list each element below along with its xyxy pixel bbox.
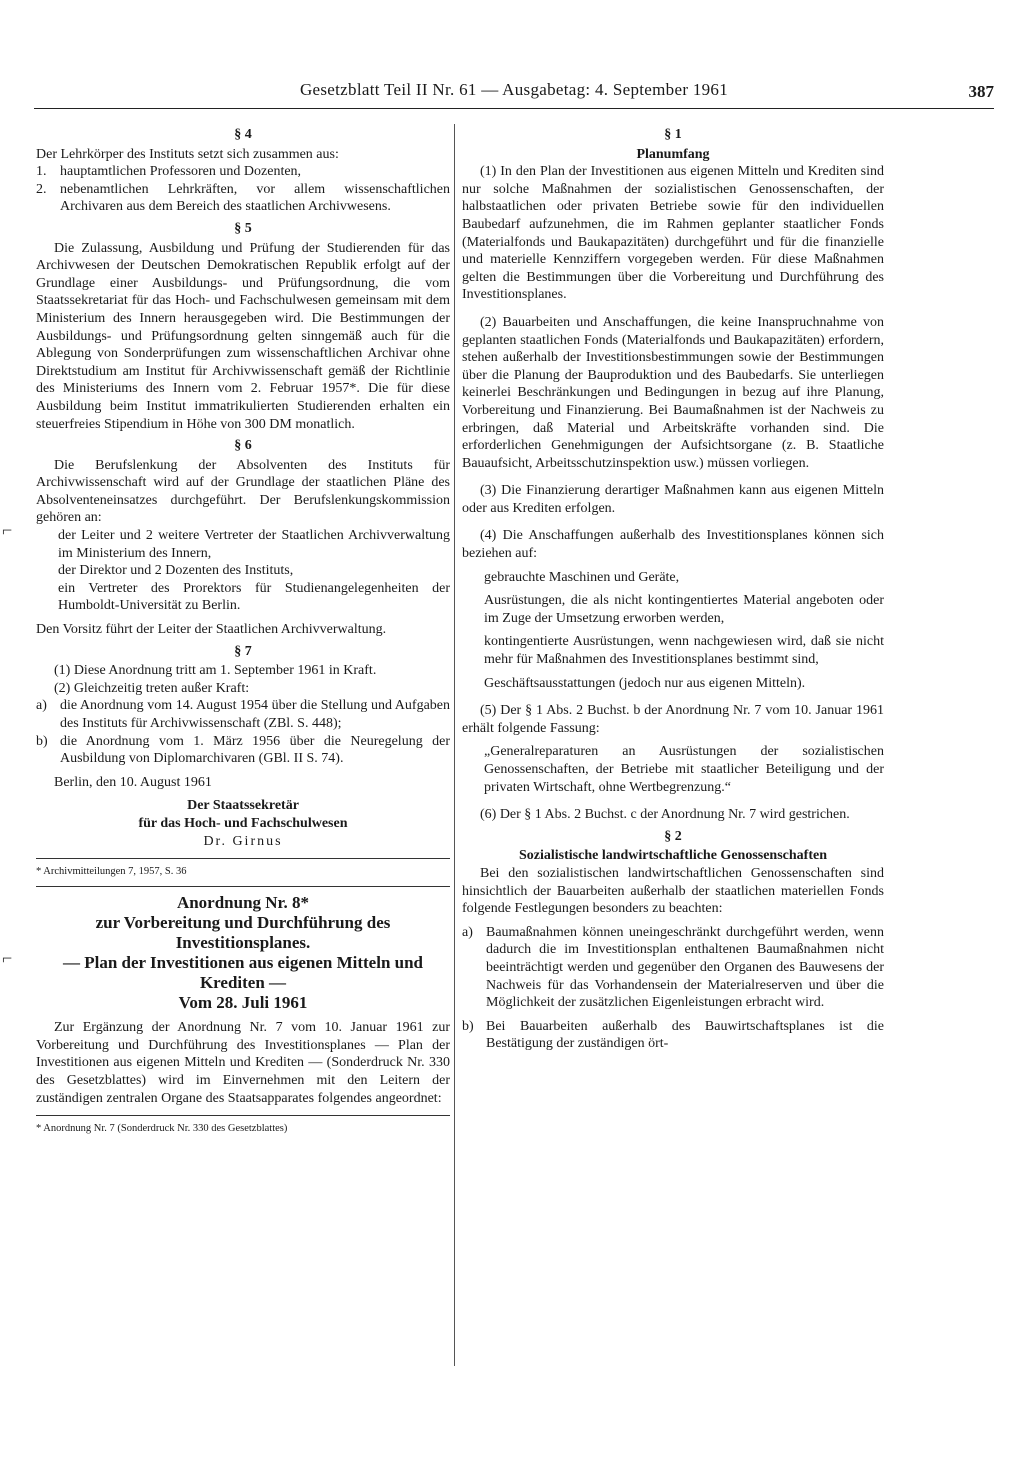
section-2-intro: Bei den sozialistischen landwirtschaftlichen Genossenschaften sind hinsichtlich der Bauarbeiten außerhalb der staatlichen materiellen Fonds folgende Festlegungen besonders zu beachten: — [462, 865, 884, 917]
item-number: a) — [36, 698, 47, 714]
commission-member: der Leiter und 2 weitere Vertreter der Staatlichen Archivverwaltung im Ministerium des Innern, — [58, 528, 450, 561]
footnote: * Archivmitteilungen 7, 1957, S. 36 — [36, 866, 187, 878]
item-text: hauptamtlichen Professoren und Dozenten, — [60, 164, 302, 180]
section-6-title: § 6 — [234, 438, 252, 454]
section-1-p2: (2) Bauarbeiten und Anschaffungen, die keine Inanspruchnahme von geplanten staatlichen Fonds (Materialfonds und Baukapazitäten) erfordern, stehen außerhalb der Investitionsbestimmungen sowie der Bestimmungen über die Planung der Bauproduktion und des Baubedarfs. Sie unterliegen keinerlei Beschränkungen und Bedingungen in bezug auf ihre Planung, Vorbereitung und Finanzierung. Bei Baumaßnahmen ist der Nachweis zu erbringen, daß Material und Arbeitskräfte vorhanden sind. Die erforderlichen Genehmigungen der Aufsichtsorgane (z. B. Staatliche Bauaufsicht, Arbeitsschutzinspektion usw.) müssen vorliegen. — [462, 314, 884, 471]
page-number: 387 — [968, 82, 994, 101]
section-2-title: § 2 — [664, 828, 682, 844]
margin-mark: ⌐ — [2, 520, 13, 540]
section-5-title: § 5 — [234, 220, 252, 236]
item-text: Baumaßnahmen können uneingeschränkt durchgeführt werden, wenn dadurch die im Investitionsplan enthaltenen Baumaßnahmen nicht beeinträchtigt werden und gegenüber den Organen des Bauwesens der Nachweis für das Vorhandensein der Materialreserven und über die Möglichkeit der zusätzlichen Eigenleistungen erbracht wird. — [486, 924, 884, 1011]
list-item — [36, 181, 450, 216]
acquisition-item: gebrauchte Maschinen und Geräte, — [484, 569, 680, 585]
header-title: Gesetzblatt Teil II Nr. 61 — Ausgabetag: 4. September 1961 — [299, 80, 729, 99]
section-1-heading: Planumfang — [636, 146, 710, 162]
list-item — [462, 924, 884, 1012]
section-1-p5: (5) Der § 1 Abs. 2 Buchst. b der Anordnung Nr. 7 vom 10. Januar 1961 erhält folgende Fassung: — [462, 703, 884, 736]
item-text: nebenamtlichen Lehrkräften, vor allem wissenschaftlichen Archivaren aus dem Bereich des staatlichen Archivwesens. — [60, 181, 450, 215]
left-column — [36, 122, 450, 1135]
ordinance-date: Vom 28. Juli 1961 — [178, 993, 308, 1013]
footnote-rule — [36, 1115, 450, 1116]
item-text: Bei Bauarbeiten außerhalb des Bauwirtschaftsplanes ist die Bestätigung der zuständigen ört- — [486, 1018, 884, 1052]
section-1-p6: (6) Der § 1 Abs. 2 Buchst. c der Anordnung Nr. 7 wird gestrichen. — [480, 807, 850, 823]
item-text: die Anordnung vom 1. März 1956 über die Neuregelung der Ausbildung von Diplomarchivaren (GBl. II S. 74). — [60, 733, 450, 767]
ordinance-title: Anordnung Nr. 8* — [176, 893, 310, 913]
page-header — [34, 78, 994, 109]
acquisition-item: kontingentierte Ausrüstungen, wenn nachgewiesen wird, daß sie nicht mehr für Maßnahmen des Investitionsplanes bestimmt sind, — [484, 634, 884, 668]
list-item — [462, 1018, 884, 1053]
section-4-title: § 4 — [234, 127, 252, 142]
list-item — [36, 697, 450, 732]
section-7-title: § 7 — [234, 643, 252, 659]
footnote-rule — [36, 858, 450, 859]
acquisition-item: Geschäftsausstattungen (jedoch nur aus eigenen Mitteln). — [484, 675, 806, 691]
right-column — [462, 122, 884, 1053]
list-item — [36, 733, 450, 768]
ordinance-plan-title: — Plan der Investitionen aus eigenen Mitteln und Krediten — — [62, 953, 424, 993]
footnote: * Anordnung Nr. 7 (Sonderdruck Nr. 330 des Gesetzblattes) — [36, 1123, 288, 1135]
section-1-p4: (4) Die Anschaffungen außerhalb des Investitionsplanes können sich beziehen auf: — [462, 528, 884, 562]
section-2-heading: Sozialistische landwirtschaftliche Genossenschaften — [519, 848, 827, 864]
section-rule — [36, 886, 450, 887]
ordinance-preamble: Zur Ergänzung der Anordnung Nr. 7 vom 10. Januar 1961 zur Vorbereitung und Durchführung des Investitionsplanes — Plan der Investitionen aus eigenen Mitteln und Krediten — (Sonderdruck Nr. 330 des Gesetzblattes) wird im Einvernehmen mit den Leitern der zuständigen zentralen Organe des Staatsapparates folgendes angeordnet: — [36, 1020, 450, 1106]
item-number: 1. — [36, 164, 47, 180]
item-number: b) — [462, 1018, 474, 1034]
signature-line2: für das Hoch- und Fachschulwesen — [138, 815, 348, 831]
section-1-p3: (3) Die Finanzierung derartiger Maßnahmen kann aus eigenen Mitteln oder aus Krediten erfolgen. — [462, 483, 884, 516]
section-6-closing: Den Vorsitz führt der Leiter der Staatlichen Archivverwaltung. — [36, 622, 387, 638]
signature-line1: Der Staatssekretär — [187, 798, 299, 814]
section-7-p1: (1) Diese Anordnung tritt am 1. September 1961 in Kraft. — [54, 663, 377, 679]
column-divider — [454, 124, 455, 1366]
section-1-title: § 1 — [664, 127, 682, 142]
item-number: b) — [36, 733, 48, 749]
section-1-p1: (1) In den Plan der Investitionen aus eigenen Mitteln und Krediten sind nur solche Maßnahmen der sozialistischen Genossenschaften, der halbstaatlichen oder privaten Betriebe sowie für den individuellen Baubedarf aufzunehmen, die im Rahmen geplanter staatlicher Fonds (Materialfonds und Baukapazitäten) durchgeführt und für die finanzielle und materielle Kennziffern vorgegeben werden. Für diese Maßnahmen gelten die Bestimmungen über die Vorbereitung und Durchführung des Investitionsplanes. — [462, 164, 884, 303]
place-date: Berlin, den 10. August 1961 — [54, 774, 212, 790]
section-4-intro: Der Lehrkörper des Instituts setzt sich zusammen aus: — [36, 146, 339, 162]
section-5-text: Die Zulassung, Ausbildung und Prüfung der Studierenden für das Archivwesen der Deutschen Demokratischen Republik erfolgt auf der Grundlage einer Ausbildungs- und Prüfungsordnung, die vom Staatssekretariat für das Hoch- und Fachschulwesen gemeinsam mit dem Ministerium des Innern herausgegeben wird. Die Bestimmungen der Ausbildungs- und Prüfungsordnung gelten sinngemäß auch für die Ablegung von Sonderprüfungen zum wissenschaftlichen Archivar ohne Direktstudium am Institut für Archivwissenschaft gemäß der Richtlinie des Ministeriums des Innern vom 2. Februar 1957*. Die für diese Ausbildung beim Institut immatrikulierten Studierenden erhalten ein steuerfreies Stipendium in Höhe von 300 DM monatlich. — [36, 240, 450, 432]
item-number: 2. — [36, 181, 47, 197]
ordinance-subtitle: zur Vorbereitung und Durchführung des Investitionsplanes. — [95, 913, 391, 953]
item-number: a) — [462, 924, 473, 940]
item-text: die Anordnung vom 14. August 1954 über die Stellung und Aufgaben des Instituts für Archivwissenschaft (ZBl. S. 448); — [60, 698, 450, 731]
signature-name: Dr. Girnus — [203, 833, 283, 849]
section-7-p2: (2) Gleichzeitig treten außer Kraft: — [54, 680, 250, 696]
section-6-text: Die Berufslenkung der Absolventen des Instituts für Archivwissenschaft wird auf der Grundlage der staatlichen Pläne des Absolventeneinsatzes durchgeführt. Der Berufslenkungskommission gehören an: — [36, 457, 450, 526]
commission-member: ein Vertreter des Prorektors für Studienangelegenheiten der Humboldt-Universität zu Berlin. — [58, 580, 450, 614]
commission-member: der Direktor und 2 Dozenten des Instituts, — [58, 563, 294, 579]
list-item — [36, 163, 450, 181]
amended-text-quote: „Generalreparaturen an Ausrüstungen der sozialistischen Genossenschaften, der Betriebe mit staatlicher Beteiligung und der privaten Wirtschaft, ohne Wertbegrenzung.“ — [484, 744, 884, 795]
acquisition-item: Ausrüstungen, die als nicht kontingentiertes Material angeboten oder im Zuge der Umsetzung erworben werden, — [484, 593, 884, 626]
margin-mark: ⌐ — [2, 948, 13, 968]
